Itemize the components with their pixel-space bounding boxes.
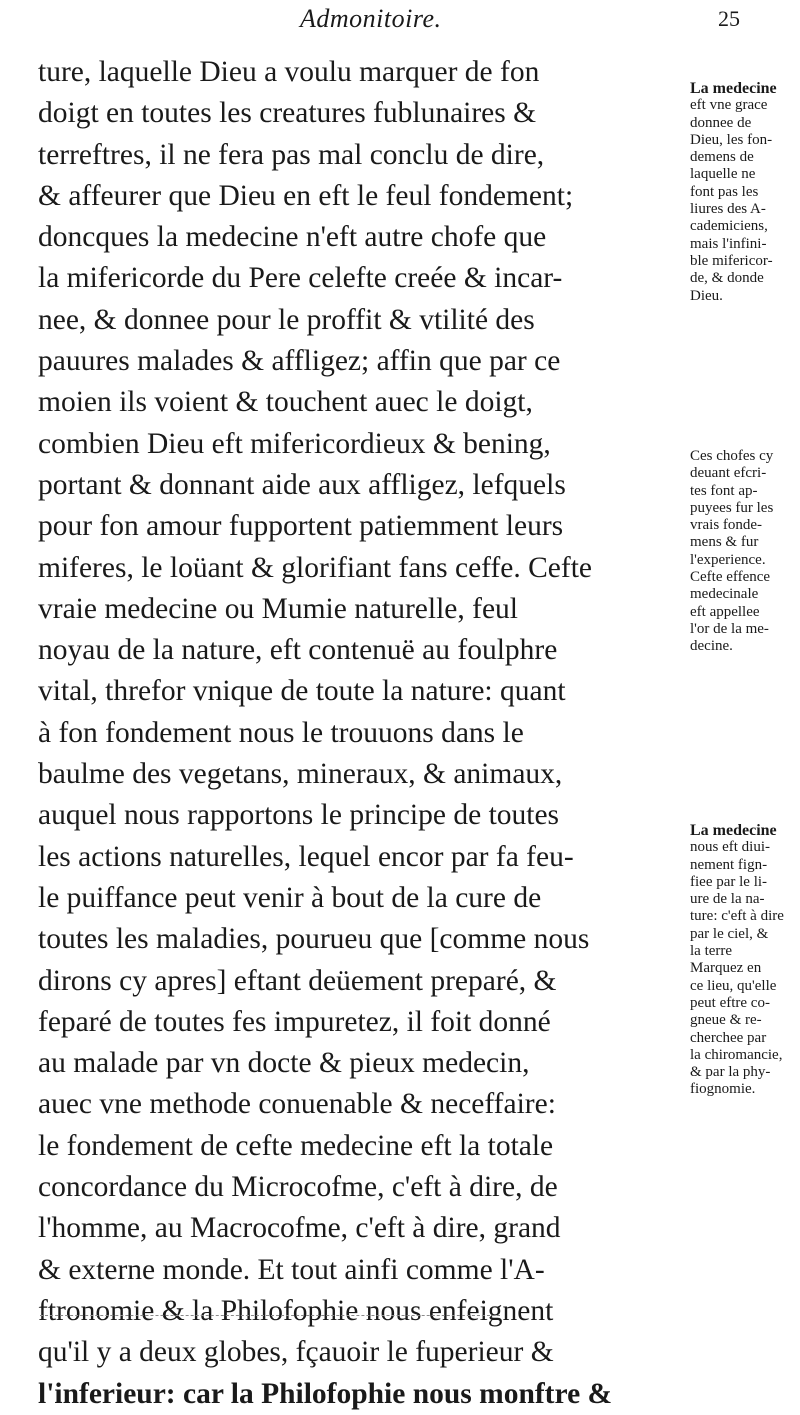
body-line: au malade par vn docte & pieux medecin, (38, 1047, 530, 1080)
body-line: doigt en toutes les creatures fublunaires & (38, 97, 537, 130)
body-line: auquel nous rapportons le principe de toutes (38, 799, 560, 832)
body-line: dirons cy apres] eftant deüement preparé, & (38, 964, 557, 997)
margin-note-line: fiee par le li- (690, 873, 768, 890)
running-head (0, 0, 800, 44)
margin-note-line: nement fign- (690, 856, 768, 873)
body-line: terreftres, il ne fera pas mal conclu de dire, (38, 138, 545, 171)
margin-note-line: donnee de (690, 114, 752, 131)
margin-note-line: mais l'infini- (690, 235, 767, 252)
margin-note-line: par le ciel, & (690, 925, 769, 942)
margin-note-line: mens & fur (690, 534, 759, 551)
body-line: vital, threfor vnique de toute la nature: quant (38, 675, 566, 708)
margin-note-line: ture: c'eft à dire (690, 908, 784, 925)
body-line: le fondement de cefte medecine eft la totale (38, 1129, 554, 1162)
body-line: baulme des vegetans, mineraux, & animaux, (38, 758, 563, 791)
margin-note-line: La medecine (690, 80, 777, 97)
margin-note-line: ure de la na- (690, 891, 765, 908)
body-line: doncques la medecine n'eft autre chofe que (38, 221, 547, 254)
body-line: à fon fondement nous le trouuons dans le (38, 716, 524, 749)
body-line: vraie medecine ou Mumie naturelle, feul (38, 592, 518, 625)
margin-note-line: Dieu. (690, 287, 723, 304)
body-line: miferes, le loüant & glorifiant fans ceffe. Cefte (38, 551, 593, 584)
body-line: ture, laquelle Dieu a voulu marquer de fon (38, 56, 540, 88)
margin-note-line: l'experience. (690, 551, 766, 568)
margin-note-line: la terre (690, 943, 733, 960)
bottom-rule (40, 1315, 500, 1316)
margin-note-line: Cefte effence (690, 569, 771, 586)
body-line: moien ils voient & touchent auec le doigt, (38, 386, 533, 419)
margin-note-line: de, & donde (690, 270, 764, 287)
margin-note-line: cherchee par (690, 1029, 767, 1046)
margin-note-line: gneue & re- (690, 1012, 762, 1029)
margin-note-line: vrais fonde- (690, 517, 763, 534)
margin-note-line: eft vne grace (690, 97, 768, 114)
margin-note-line: demens de (690, 149, 754, 166)
margin-note-line: puyees fur les (690, 499, 774, 516)
margin-note-line: laquelle ne (690, 166, 756, 183)
body-line: noyau de la nature, eft contenuë au foulphre (38, 634, 558, 667)
margin-note-line: nous eft diui- (690, 839, 770, 856)
body-line: qu'il y a deux globes, fçauoir le fuperieur & (38, 1336, 554, 1369)
body-line: pauures malades & affligez; affin que par ce (38, 345, 561, 378)
margin-note-line: fiognomie. (690, 1081, 756, 1098)
body-line: les actions naturelles, lequel encor par fa feu- (38, 840, 574, 873)
margin-note-experience (690, 448, 798, 656)
margin-note-line: liures des A- (690, 201, 766, 218)
body-line: pour fon amour fupportent patiemment leurs (38, 510, 564, 543)
margin-note-grace-of-god (690, 80, 798, 305)
margin-note-line: l'or de la me- (690, 620, 769, 637)
body-line: concordance du Microcofme, c'eft à dire, de (38, 1171, 558, 1204)
margin-note-line: peut eftre co- (690, 994, 770, 1011)
body-line: ftronomie & la Philofophie nous enfeignent (38, 1294, 554, 1327)
page-number: 25 (718, 6, 740, 31)
body-line: auec vne methode conuenable & neceffaire: (38, 1088, 556, 1121)
body-line: & affeurer que Dieu en eft le feul fondement; (38, 179, 574, 212)
margin-note-line: cademiciens, (690, 218, 768, 235)
body-line: le puiffance peut venir à bout de la cure de (38, 881, 542, 914)
margin-note-line: decine. (690, 638, 733, 655)
margin-note-line: deuant efcri- (690, 465, 767, 482)
body-line: feparé de toutes fes impuretez, il foit donné (38, 1005, 551, 1038)
body-line: nee, & donnee pour le proffit & vtilité des (38, 303, 535, 336)
body-text (38, 52, 678, 1415)
margin-note-line: La medecine (690, 822, 777, 839)
margin-note-line: eft appellee (690, 603, 760, 620)
body-line: toutes les maladies, pourueu que [comme nous (38, 923, 590, 956)
margin-note-line: tes font ap- (690, 482, 758, 499)
body-line: & externe monde. Et tout ainfi comme l'A- (38, 1253, 545, 1286)
body-line: la mifericorde du Pere celefte creée & incar- (38, 262, 563, 295)
margin-note-line: ce lieu, qu'elle (690, 977, 777, 994)
margin-note-line: font pas les (690, 183, 759, 200)
body-line: portant & donnant aide aux affligez, lefquels (38, 468, 566, 501)
margin-note-line: medecinale (690, 586, 759, 603)
margin-note-line: & par la phy- (690, 1064, 771, 1081)
running-title: Admonitoire. (300, 4, 442, 33)
margin-note-line: ble mifericor- (690, 252, 773, 269)
margin-note-line: Dieu, les fon- (690, 131, 773, 148)
margin-note-line: la chiromancie, (690, 1046, 783, 1063)
margin-note-book-of-nature (690, 822, 798, 1099)
margin-note-line: Ces chofes cy (690, 448, 774, 464)
body-line: l'homme, au Macrocofme, c'eft à dire, grand (38, 1212, 561, 1245)
margin-note-line: Marquez en (690, 960, 762, 977)
body-line: l'inferieur: car la Philofophie nous monftre & (38, 1377, 613, 1410)
body-line: combien Dieu eft mifericordieux & bening, (38, 427, 551, 460)
